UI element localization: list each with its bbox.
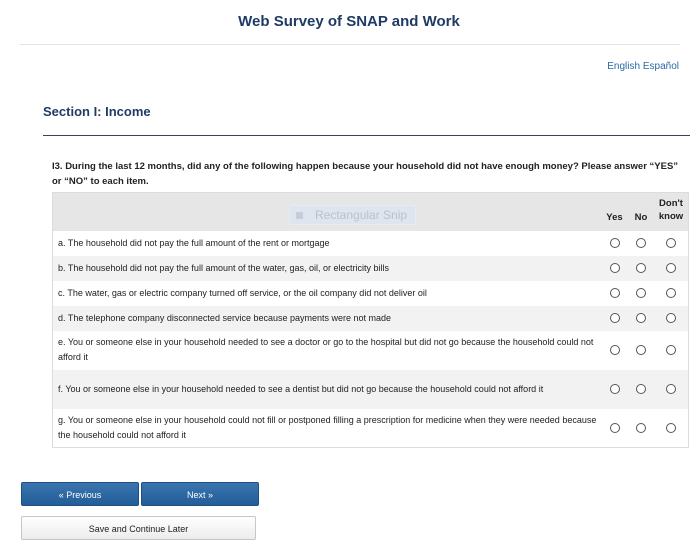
radio-dont-know[interactable]	[666, 384, 676, 394]
grid-header-item	[53, 193, 602, 231]
radio-no[interactable]	[636, 384, 646, 394]
option-cell	[628, 370, 654, 409]
option-cell	[654, 370, 689, 409]
radio-dont-know[interactable]	[666, 423, 676, 433]
option-cell	[628, 306, 654, 331]
radio-dont-know[interactable]	[666, 288, 676, 298]
option-cell	[601, 256, 628, 281]
option-cell	[601, 306, 628, 331]
snip-icon	[296, 212, 303, 219]
option-cell	[601, 331, 628, 370]
option-cell	[601, 370, 628, 409]
table-row	[53, 231, 689, 256]
option-cell	[628, 231, 654, 256]
section-title: Section I: Income	[43, 104, 151, 119]
radio-no[interactable]	[636, 238, 646, 248]
item-label: b. The household did not pay the full amount of the water, gas, oil, or electricity bills	[58, 262, 390, 273]
option-cell	[628, 281, 654, 306]
item-label: d. The telephone company disconnected service because payments were not made	[58, 312, 392, 323]
snip-label: Rectangular Snip	[315, 207, 408, 222]
option-cell	[628, 256, 654, 281]
question-grid	[52, 192, 689, 448]
option-cell	[654, 231, 689, 256]
next-button[interactable]: Next »	[141, 482, 259, 506]
grid-header-dont-know-line1: Don't	[659, 197, 683, 209]
option-cell	[601, 409, 628, 448]
title-divider	[20, 44, 680, 45]
grid-header-no: No	[634, 211, 648, 223]
radio-no[interactable]	[636, 313, 646, 323]
table-row	[53, 281, 689, 306]
radio-yes[interactable]	[610, 423, 620, 433]
question-text: I3. During the last 12 months, did any of the following happen because your household did not have enough money? Please answer “YES” or “NO” to each item.	[52, 161, 679, 187]
item-label: f. You or someone else in your household needed to see a dentist but did not go because the household could not afford it	[58, 383, 544, 394]
table-row	[53, 256, 689, 281]
previous-button[interactable]: « Previous	[21, 482, 139, 506]
option-cell	[654, 409, 689, 448]
grid-header-dont-know	[654, 193, 689, 231]
radio-no[interactable]	[636, 288, 646, 298]
option-cell	[654, 331, 689, 370]
save-continue-later-button[interactable]: Save and Continue Later	[21, 516, 256, 540]
radio-yes[interactable]	[610, 313, 620, 323]
language-english-link[interactable]: English	[607, 61, 641, 72]
item-label: e. You or someone else in your household needed to see a doctor or go to the hospital but did not go because the household could not afford it	[58, 337, 594, 362]
option-cell	[654, 256, 689, 281]
radio-yes[interactable]	[610, 263, 620, 273]
radio-no[interactable]	[636, 263, 646, 273]
section-divider	[43, 135, 690, 136]
grid-header-row	[53, 193, 689, 231]
table-row	[53, 331, 689, 370]
item-label: g. You or someone else in your household could not fill or postponed filling a prescription for medicine when they were needed because the household could not afford it	[58, 414, 597, 440]
option-cell	[628, 409, 654, 448]
grid-header-yes: Yes	[606, 211, 623, 223]
radio-dont-know[interactable]	[666, 345, 676, 355]
radio-yes[interactable]	[610, 345, 620, 355]
language-spanish-link[interactable]: Español	[642, 61, 679, 72]
radio-yes[interactable]	[610, 384, 620, 394]
language-switcher	[607, 61, 679, 72]
option-cell	[601, 231, 628, 256]
radio-dont-know[interactable]	[666, 313, 676, 323]
item-label: c. The water, gas or electric company turned off service, or the oil company did not deliver oil	[58, 287, 427, 298]
table-row	[53, 409, 689, 448]
grid-header-dont-know-line2: know	[658, 210, 684, 222]
rectangular-snip-overlay	[289, 205, 416, 225]
item-label: a. The household did not pay the full amount of the rent or mortgage	[58, 237, 330, 248]
page-title: Web Survey of SNAP and Work	[238, 13, 460, 30]
option-cell	[654, 306, 689, 331]
radio-yes[interactable]	[610, 238, 620, 248]
option-cell	[654, 281, 689, 306]
radio-no[interactable]	[636, 345, 646, 355]
radio-dont-know[interactable]	[666, 238, 676, 248]
radio-dont-know[interactable]	[666, 263, 676, 273]
option-cell	[628, 331, 654, 370]
table-row	[53, 306, 689, 331]
radio-yes[interactable]	[610, 288, 620, 298]
radio-no[interactable]	[636, 423, 646, 433]
option-cell	[601, 281, 628, 306]
table-row	[53, 370, 689, 409]
